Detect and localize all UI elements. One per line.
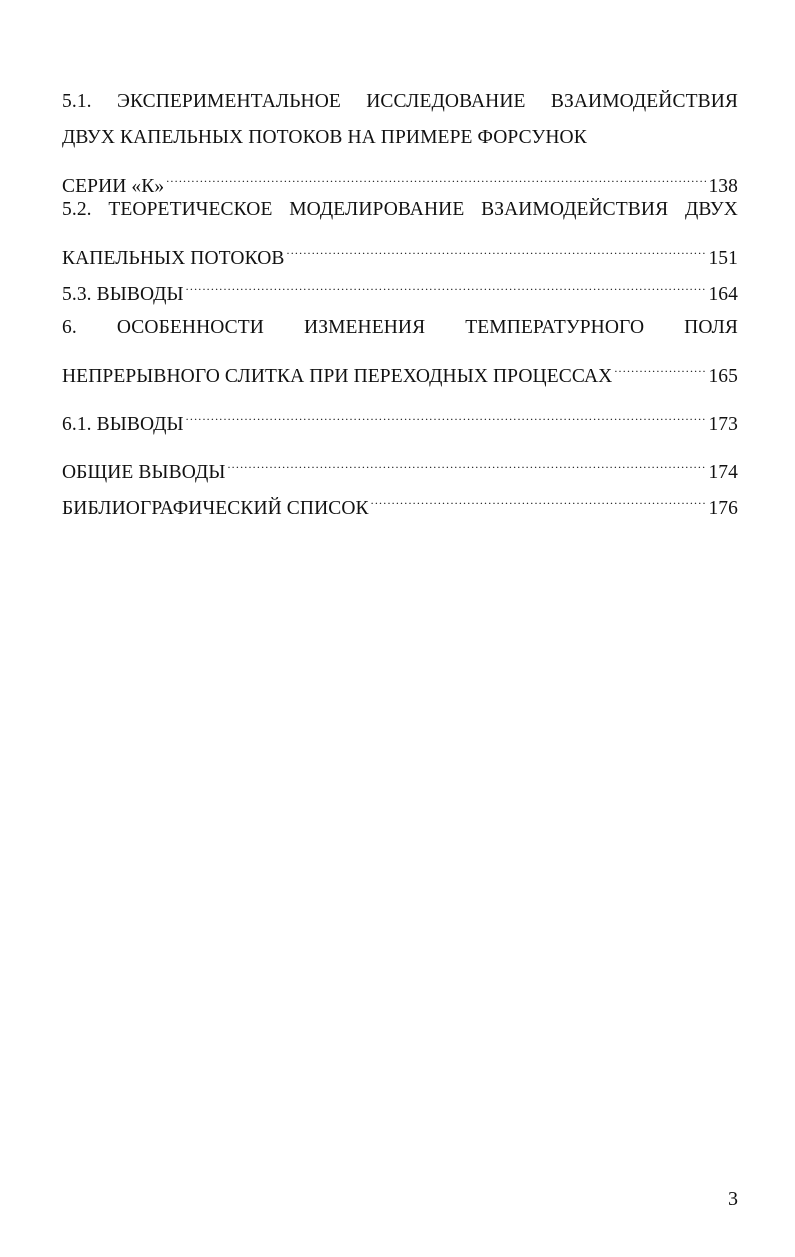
toc-word: ВЗАИМОДЕЙСТВИЯ (550, 91, 738, 112)
toc-entry-5-2-line-2[interactable] (62, 228, 738, 269)
toc-word: МОДЕЛИРОВАНИЕ (289, 199, 465, 220)
toc-word: 6. (62, 317, 77, 338)
toc-entry-general-conclusions[interactable] (62, 442, 738, 483)
dot-leader (287, 228, 707, 264)
toc-word: ИЗМЕНЕНИЯ (304, 317, 426, 338)
toc-entry-text: ДВУХ КАПЕЛЬНЫХ ПОТОКОВ НА ПРИМЕРЕ ФОРСУНОК (62, 127, 587, 148)
toc-page-number: 138 (708, 176, 738, 197)
toc-entry-text: КАПЕЛЬНЫХ ПОТОКОВ (62, 248, 285, 269)
dot-leader (371, 478, 707, 514)
toc-word: 5.2. (62, 199, 92, 220)
toc-page-number: 173 (708, 414, 738, 435)
toc-entry-text: БИБЛИОГРАФИЧЕСКИЙ СПИСОК (62, 498, 369, 519)
toc-word: 5.1. (62, 91, 92, 112)
toc-word: ТЕМПЕРАТУРНОГО (465, 317, 645, 338)
toc-entry-5-1-line-1 (62, 84, 738, 120)
toc-entry-5-1-line-3[interactable] (62, 156, 738, 197)
toc-entry-6-line-2[interactable] (62, 346, 738, 387)
toc-word: ВЗАИМОДЕЙСТВИЯ (481, 199, 669, 220)
dot-leader (186, 264, 707, 300)
toc-entry-text: НЕПРЕРЫВНОГО СЛИТКА ПРИ ПЕРЕХОДНЫХ ПРОЦЕССАХ (62, 366, 613, 387)
toc-word: ИССЛЕДОВАНИЕ (366, 91, 526, 112)
dot-leader (614, 346, 706, 382)
toc-word: ПОЛЯ (684, 317, 738, 338)
toc-entry-text: 6.1. ВЫВОДЫ (62, 414, 184, 435)
toc-entry-5-1-line-2 (62, 120, 738, 156)
toc-entry-text: СЕРИИ «К» (62, 176, 165, 197)
dot-leader (227, 442, 706, 478)
toc-word: ОСОБЕННОСТИ (116, 317, 264, 338)
toc-entry-text: ОБЩИЕ ВЫВОДЫ (62, 462, 226, 483)
toc-word: ТЕОРЕТИЧЕСКОЕ (108, 199, 273, 220)
toc-page-number: 174 (708, 462, 738, 483)
toc-entry-6-1[interactable] (62, 394, 738, 435)
dot-leader (186, 394, 707, 430)
page-number: 3 (728, 1188, 738, 1210)
toc-entry-text: 5.3. ВЫВОДЫ (62, 284, 184, 305)
toc-page-number: 151 (708, 248, 738, 269)
toc-entry-6-line-1 (62, 310, 738, 346)
dot-leader (166, 156, 706, 192)
toc-word: ДВУХ (684, 199, 738, 220)
toc-word: ЭКСПЕРИМЕНТАЛЬНОЕ (117, 91, 341, 112)
table-of-contents (62, 84, 738, 519)
toc-entry-5-2-line-1 (62, 192, 738, 228)
toc-page-number: 164 (708, 284, 738, 305)
toc-page-number: 176 (708, 498, 738, 519)
toc-page-number: 165 (708, 366, 738, 387)
